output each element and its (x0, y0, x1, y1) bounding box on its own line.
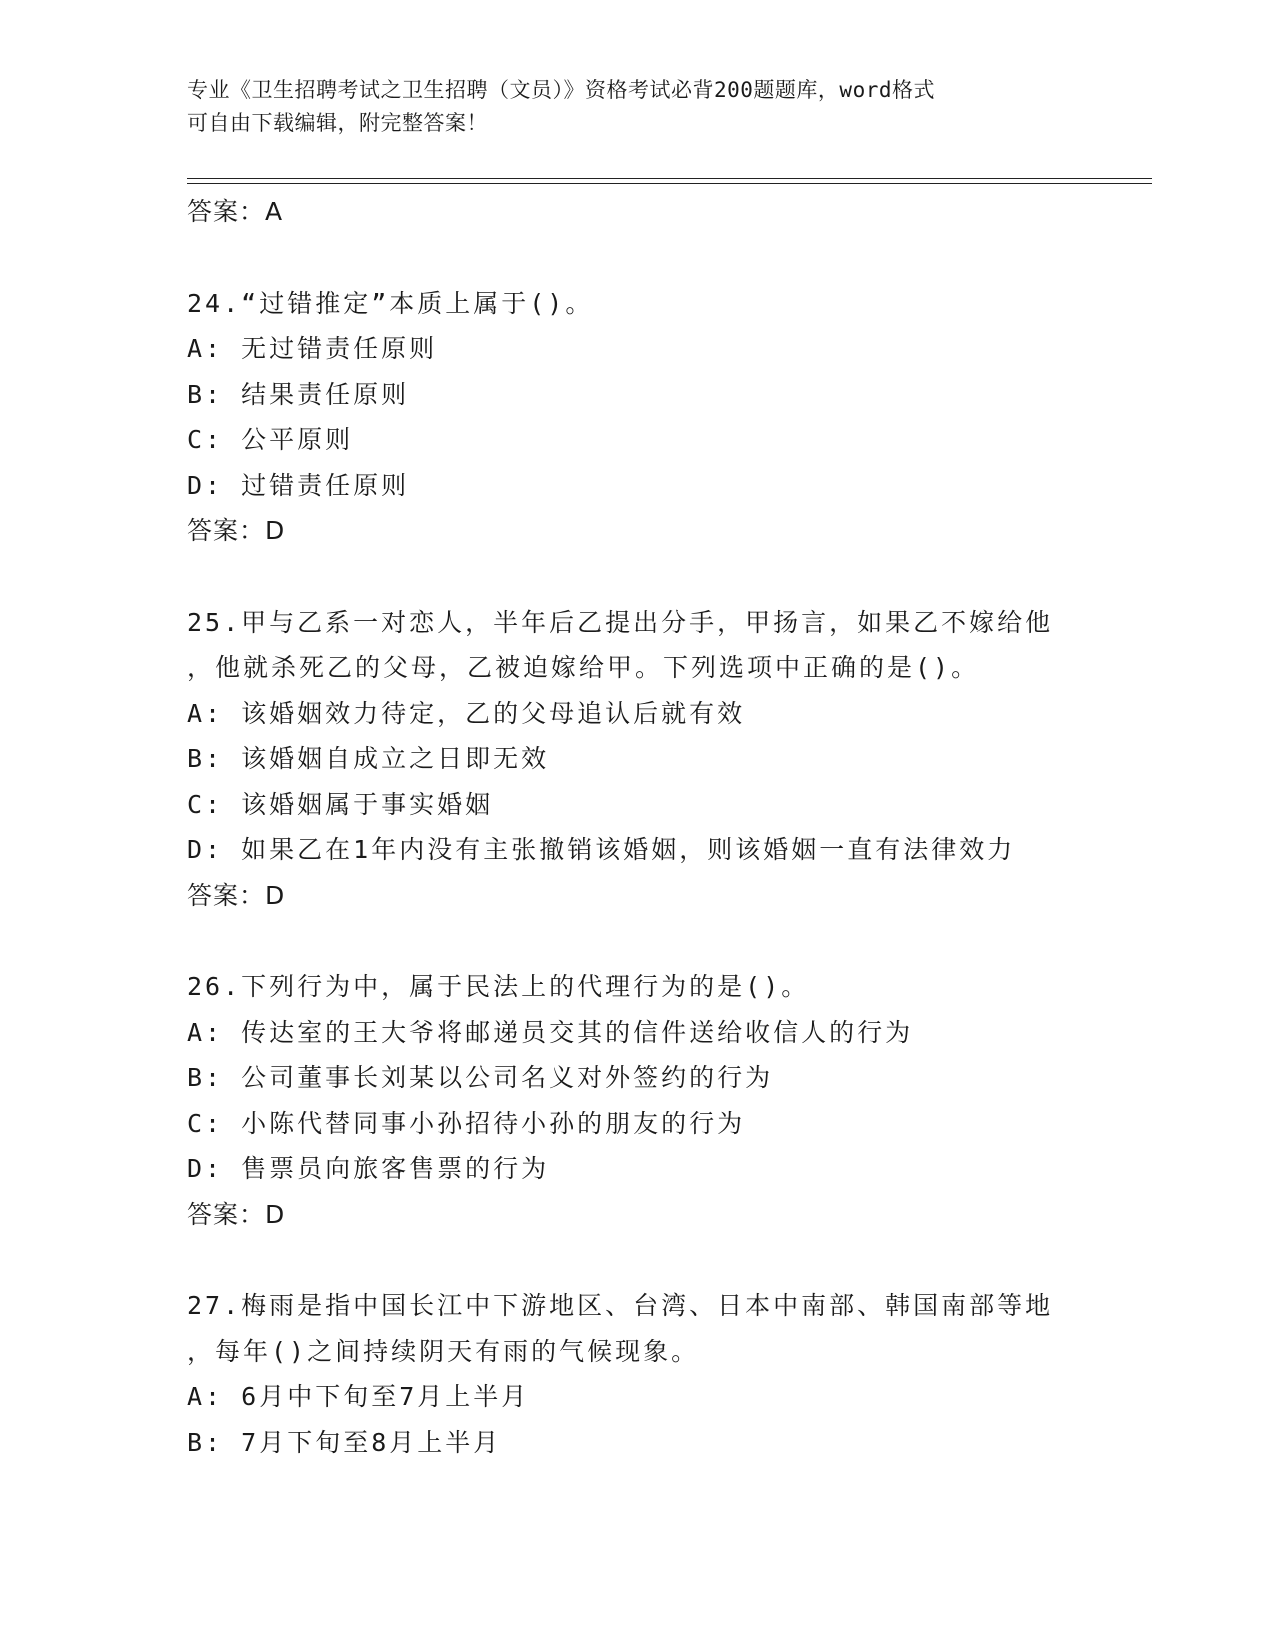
question-26 (187, 964, 1152, 1237)
option-b: B: 该婚姻自成立之日即无效 (187, 744, 550, 773)
question-stem-cont: ，他就杀死乙的父母，乙被迫嫁给甲。下列选项中正确的是()。 (187, 653, 980, 682)
header-rule-top (187, 178, 1152, 179)
option-d: D: 如果乙在1年内没有主张撤销该婚姻，则该婚姻一直有法律效力 (187, 835, 1016, 864)
header-rule-bottom (187, 183, 1152, 184)
option-c: C: 该婚姻属于事实婚姻 (187, 789, 494, 819)
option-c: C: 公平原则 (187, 425, 354, 454)
question-stem: 25.甲与乙系一对恋人，半年后乙提出分手，甲扬言，如果乙不嫁给他 (187, 607, 1054, 637)
option-a: A: 传达室的王大爷将邮递员交其的信件送给收信人的行为 (187, 1017, 914, 1047)
question-list (187, 189, 1152, 1465)
spacer (187, 1237, 1152, 1283)
answer: 答案：D (187, 516, 286, 545)
question-27 (187, 1283, 1152, 1465)
document-header (187, 74, 1067, 140)
question-24 (187, 281, 1152, 554)
spacer (187, 918, 1152, 964)
option-d: D: 过错责任原则 (187, 470, 410, 500)
header-line-2: 可自由下载编辑，附完整答案！ (187, 111, 488, 135)
spacer (187, 235, 1152, 281)
question-25 (187, 600, 1152, 919)
question-stem: 26.下列行为中，属于民法上的代理行为的是()。 (187, 972, 810, 1001)
answer: 答案：D (187, 1199, 286, 1229)
option-b: B: 结果责任原则 (187, 379, 410, 409)
option-a: A: 该婚姻效力待定，乙的父母追认后就有效 (187, 698, 746, 728)
option-b: B: 公司董事长刘某以公司名义对外签约的行为 (187, 1063, 774, 1092)
question-stem-cont: ，每年()之间持续阴天有雨的气候现象。 (187, 1336, 700, 1366)
spacer (187, 554, 1152, 600)
option-d: D: 售票员向旅客售票的行为 (187, 1154, 550, 1183)
option-a: A: 6月中下旬至7月上半月 (187, 1382, 530, 1411)
question-stem: 27.梅雨是指中国长江中下游地区、台湾、日本中南部、韩国南部等地 (187, 1291, 1054, 1320)
prev-answer: 答案：A (187, 197, 284, 226)
option-c: C: 小陈代替同事小孙招待小孙的朋友的行为 (187, 1108, 746, 1138)
header-line-1: 专业《卫生招聘考试之卫生招聘（文员）》资格考试必背200题题库，word格式 (187, 78, 935, 102)
option-a: A: 无过错责任原则 (187, 334, 438, 363)
option-b: B: 7月下旬至8月上半月 (187, 1427, 502, 1457)
question-stem: 24.“过错推定”本质上属于()。 (187, 288, 594, 318)
answer: 答案：D (187, 880, 286, 910)
